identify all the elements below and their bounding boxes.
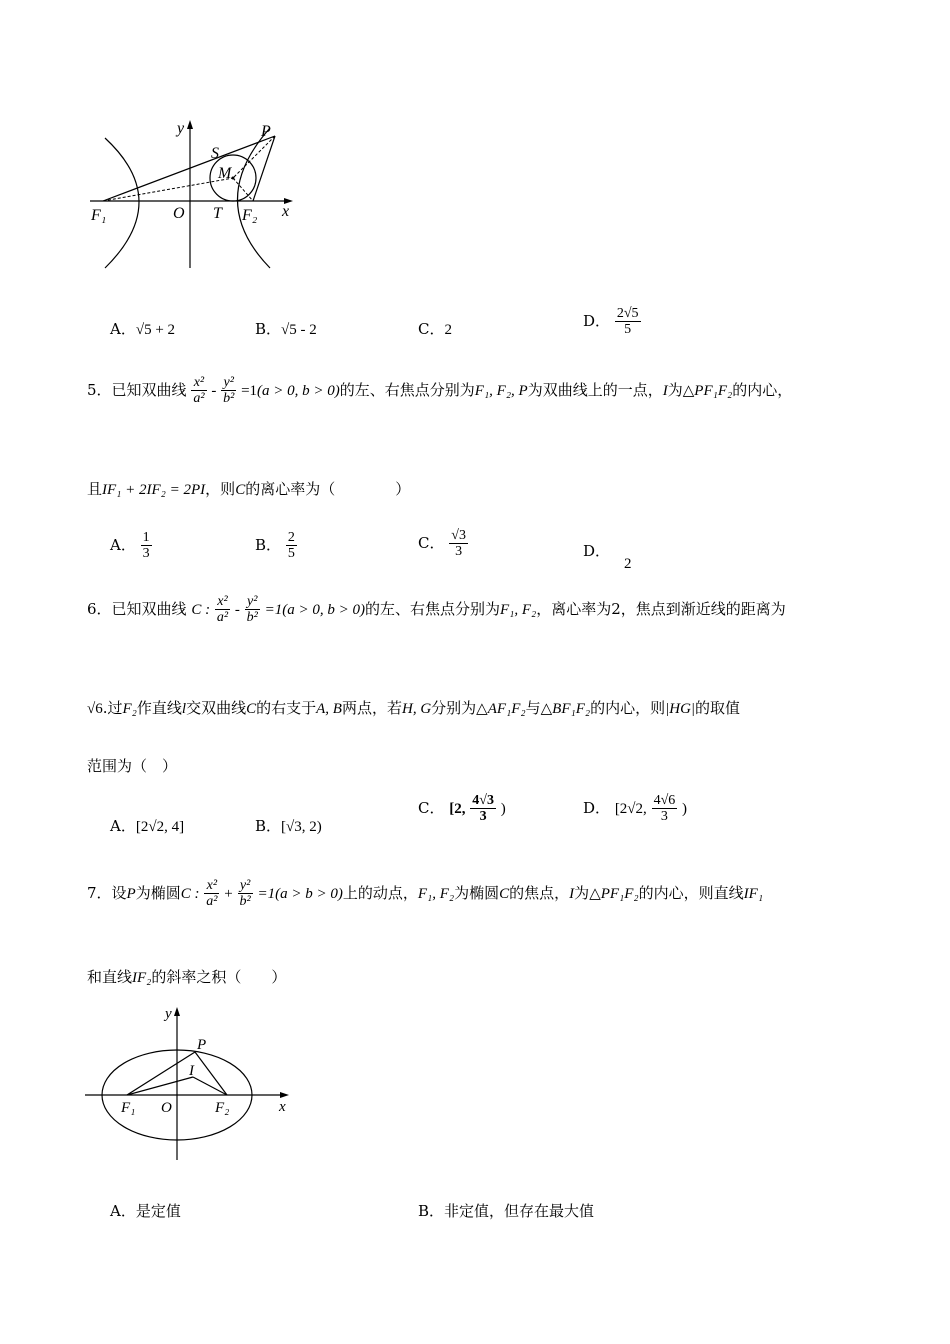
question-6-line-3: 范围为（ ） xyxy=(87,757,178,775)
label-x: x xyxy=(279,1099,286,1115)
q4-option-c[interactable]: C．2 xyxy=(418,320,452,338)
label-f2: F₂ xyxy=(215,1100,230,1116)
q4-option-b[interactable]: B．√5 - 2 xyxy=(255,320,317,338)
q7-option-a[interactable]: A．是定值 xyxy=(110,1202,181,1220)
dash-m-f2 xyxy=(233,178,253,201)
label-o: O xyxy=(173,205,185,222)
hyperbola-figure xyxy=(85,118,305,278)
label-p: P xyxy=(261,123,271,140)
label-p: P xyxy=(197,1037,207,1053)
question-7-line-1: 7．设P为椭圆C : $\frac{\text{x²}}{\text{a²}}$ + $\frac{\text{y²}}{\text{b²}}$ =1(a > b > 0)上的动点，F₁, F₂为椭圆C的焦点，I为△PF₁F₂的内心，则直线IF₁ xyxy=(87,878,764,910)
label-s: S xyxy=(211,145,219,162)
q5-option-d[interactable]: D．2 xyxy=(583,542,632,572)
q5-frac-y: $\frac{\text{y²}}{\text{b²}}$ xyxy=(223,375,235,407)
q5-option-a[interactable]: A． $\frac{1}{3}$ xyxy=(110,530,150,562)
label-m: M xyxy=(218,165,232,182)
q4-d-fraction: $\frac{2√5}{5}$ xyxy=(616,306,639,338)
question-5-line-2: 且IF₁ + 2IF₂ = 2PI，则C的离心率为（ ） xyxy=(87,480,411,498)
label-f1: F₁ xyxy=(121,1100,136,1116)
q4-option-a[interactable]: A．√5 + 2 xyxy=(110,320,176,338)
q5-frac-x: $\frac{\text{x²}}{\text{a²}}$ xyxy=(193,375,205,407)
label-y: y xyxy=(165,1006,172,1022)
label-y: y xyxy=(177,120,185,137)
q6-option-b[interactable]: B．[√3, 2) xyxy=(255,817,322,835)
question-6-line-2: √6.过F₂作直线l交双曲线C的右支于A, B两点，若H, G分别为△AF₁F₂与△BF₁F₂的内心，则|HG|的取值 xyxy=(87,699,741,717)
label-i: I xyxy=(189,1063,194,1079)
q5-option-c[interactable]: C． $\frac{√3}{3}$ xyxy=(418,528,466,560)
q6-option-d[interactable]: D． [2√2, $\frac{4√6}{3}$ ) xyxy=(583,793,688,825)
question-5-line-1: 5．已知双曲线 $\frac{\text{x²}}{\text{a²}}$ - $\frac{\text{y²}}{\text{b²}}$ =1(a > 0, b > 0)的左、右焦点分别为F₁, F₂, P为双曲线上的一点，I为△PF₁F₂的内心， xyxy=(87,375,793,407)
label-x: x xyxy=(282,203,290,220)
q6-option-a[interactable]: A．[2√2, 4] xyxy=(110,817,185,835)
question-6-line-1: 6．已知双曲线 C : $\frac{\text{x²}}{\text{a²}}$ - $\frac{\text{y²}}{\text{b²}}$ =1(a > 0, b > 0)的左、右焦点分别为F₁, F₂，离心率为2，焦点到渐近线的距离为 xyxy=(87,594,786,626)
ellipse-figure xyxy=(85,1005,300,1165)
label-o: O xyxy=(161,1100,172,1116)
label-t: T xyxy=(213,205,222,222)
q7-option-b[interactable]: B．非定值，但存在最大值 xyxy=(418,1202,595,1220)
dash-p-m xyxy=(233,136,275,178)
label-f2: F₂ xyxy=(242,207,258,224)
left-branch xyxy=(105,138,139,268)
line-f1-p xyxy=(103,136,275,201)
q6-option-c[interactable]: C． [2, $\frac{4√3}{3}$ ) xyxy=(418,793,506,825)
q5-option-b[interactable]: B． $\frac{2}{5}$ xyxy=(255,530,295,562)
label-f1: F₁ xyxy=(91,207,107,224)
q4-option-d[interactable]: D． $\frac{2√5}{5}$ xyxy=(583,306,639,338)
question-7-line-2: 和直线IF₂的斜率之积（ ） xyxy=(87,968,287,986)
